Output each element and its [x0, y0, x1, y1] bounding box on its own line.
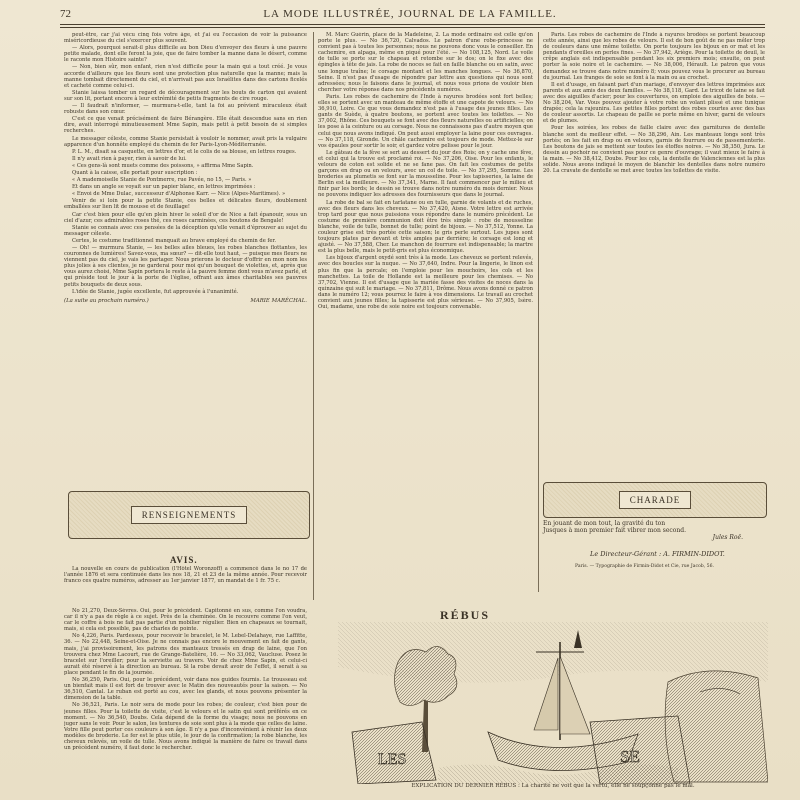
story-paragraph: Stanie laissa tomber un regard de découragement sur les bouts de carton qui avaient sur son lit, portant encore à leur extrémité de petits fragments de cire rouge. — [64, 89, 307, 102]
column-divider-right — [538, 32, 539, 592]
story-paragraph: C'est ce que venait précisément de faire Bérangère. Elle était descendue sans en rien dire, avait interrogé minutieusement Mme Sapin, mais petit à petit besoin de si simples recherches. — [64, 116, 307, 135]
story-signature — [64, 298, 307, 305]
story-paragraph: P. L. M., disait sa casquette, en lettres d'or, et le colis de sa blouse, en lettres rouges. — [72, 148, 297, 155]
answer-paragraph: Paris. Les robes de cachemire de l'Inde à rayures brodées sont fort belles; elles se portent avec un manteau de même étoffe et une capote de velours. — No 36,910, Loire. Ce que vous demandez n'est pas à l'usage des jeunes filles. Les gants de Suède, à quatre boutons, se portent avec toutes les toilettes. — No 37,002, Rhône. Ces bouquets se font avec des fleurs naturelles ou artificielles; on les pose à la ceinture ou au corsage. Nous ne connaissons pas d'autre moyen que celui que nous avons indiqué. On peut aussi employer la laine pour ces ouvrages. — No 37,118, Gironde. Un châle cachemire est toujours de mode. Mettez-le sur vos épaules pour sortir le soir, et gardez votre pelisse pour le jour. — [318, 93, 533, 149]
story-paragraph: — Non, bien sûr, mon enfant, rien n'est difficile pour la main qui a tout créé. Je vous accorde d'ailleurs que les fleurs sont une protection plus naturelle que la manne; mais la manne tombait directement du ciel, et n'arrivait pas aux Israélites dans des cartons ficelés et cacheté comme celui-ci. — [64, 64, 307, 89]
story-paragraph: — Oh! — murmura Stanie, — les belles ailes bleues, les robes blanches flottantes, les couronnes de lumières! Savez-vous, ma sœur? — dit-elle tout haut, — puisque mes fleurs ne viennent pas du ciel, je vais les partager. Nous prierons le docteur d'offrir en mon nom les plus jolies à ses clientes, je ne garderai pour moi qu'un bouquet de violettes, et, après que vous aurez choisi, Mme Sapin portera le reste à la pauvre femme dont vous m'avez parlé, et qui préside tout le jour à la porte de l'église, offrant aux âmes charitables ses pauvres petits bouquets de deux sous. — [64, 245, 307, 288]
answer-paragraph: No 4,226, Paris. Pardessus, pour recevoir le bracelet, le M. Lebel-Delahaye, rue Laffitte, 36. — No 22,448, Seine-et-Oise. Je ne connais pas encore le mouvement en fait de gants, mais, j'ai provisoirement, les patrons des manteaux tressés en drap de laine, que l'on trouvera chez Mme Lacourt, rue de Grange-Batelière, 16. — No 33,062, Vaucluse. Posez le bracelet sur l'oreiller; pour la serviette au travers. Voir de chez Mme Sapin, et celui-ci aurait été réservé à la direction au bureau. Si la robe devait avoir de l'effet, il serait à sa place pendant le fin de la journée. — [64, 633, 307, 676]
answer-paragraph: Il est d'usage, en faisant part d'un mariage, d'envoyer des lettres imprimées aux parents et aux amis des deux familles. — No 38,118, Gard. Le tricot de laine se fait avec des aiguilles d'acier; pour les couvertures, on emploie des aiguilles de bois. — No 38,204, Var. Vous pouvez ajouter à votre robe un volant plissé et une tunique drapée; cela la rajeunira. Les petites filles portent des robes courtes avec des bas de couleur assortis. Le chapeau de paille se porte même en hiver, garni de velours et de plumes. — [543, 81, 765, 125]
header-rule — [60, 24, 765, 25]
story-paragraph: Quant à la caisse, elle portait pour suscription : — [72, 169, 198, 176]
printer-line: Paris. — Typographie de Firmin-Didot et Cie, rue Jacob, 56. — [575, 564, 714, 569]
story-paragraph: Et dans un angle se voyait sur un papier blanc, en lettres imprimées : — [72, 184, 256, 191]
rebus-sign-left-text: LES — [378, 751, 407, 768]
story-paragraph: Le messager céleste, comme Stanie persistait à vouloir le nommer, avait pris la vulgaire apparence d'un honnête employé du chemin de fer Paris-Lyon-Méditerranée. — [64, 135, 307, 148]
charade-title: CHARADE — [619, 491, 692, 509]
story-paragraph: Venir de si loin pour la petite Stanie, ces belles et délicates fleurs, doublement emballées sur lien lit de mousse et de feuillage! — [64, 198, 307, 211]
rebus-title: RÉBUS — [440, 608, 491, 622]
renseignements-ornament — [68, 491, 310, 539]
avis-paragraph-block — [64, 566, 307, 606]
rebus-sign-left — [352, 722, 436, 784]
rebus-sign-right-text: SE — [620, 747, 640, 766]
story-paragraph: — Il faudrait n'informer, — murmura-t-elle, tant la foi au prévient miraculeux était robuste dans son cœur. — [64, 103, 307, 116]
continuation-note: (La suite au prochain numéro.) — [64, 297, 149, 304]
charade-ornament — [543, 482, 767, 518]
rebus-cliff — [665, 671, 768, 782]
journal-title: LA MODE ILLUSTRÉE, JOURNAL DE LA FAMILLE. — [263, 8, 557, 20]
charade-poem — [543, 520, 743, 541]
story-paragraph: — Alors, pourquoi serait-il plus difficile au bon Dieu d'envoyer des fleurs à une pauvre petite malade, dont elle feront la joie, que de faire tomber la manne dans le désert, comme le raconte mon Histoire sainte? — [64, 45, 307, 64]
rebus-illustration — [338, 622, 768, 784]
story-paragraph: Car c'est bien pour elle qu'en plein hiver le soleil d'or de Nice a fait épanouir, sous un ciel d'azur, ces admirables roses thé, ces roses carminées, ces boutons de Bengale! — [64, 211, 307, 224]
story-paragraph: Stanie se connais avec ces pensées de la déception qu'elle venait d'éprouver au sujet du messager céleste. — [64, 224, 307, 237]
story-paragraph: Certes, le costume traditionnel manquait au brave employé du chemin de fer. — [72, 237, 276, 244]
answers-column — [64, 608, 307, 794]
story-paragraph: L'idée de Stanie, jugée excellente, fut approuvée à l'unanimité. — [72, 288, 239, 295]
answer-paragraph: No 36,250, Paris. Oui, pour le précédent, voir dans nos guides fournis. Le trousseau est un bienfait mais il est fort de trouver avec le Matin des nouveautés pour la saison. — No 36,510, Cantal. Le ruban est porté au cou, avec les glands, et nous pouvons présenter la dimension de la table. — [64, 677, 307, 702]
charade-author: Jules Roë. — [712, 534, 743, 541]
answer-paragraph: Paris. Les robes de cachemire de l'Inde à rayures brodées se portent beaucoup cette année, ainsi que les robes de velours. Il est de bon goût de ne pas mêler trop de couleurs dans une même toilette. On porte toujours les bijoux en or mat et les pendants d'oreilles en perles fines. — No 37,942, Ariège. Pour la toilette de deuil, le crêpe anglais est indispensable pendant les six premiers mois; ensuite, on peut porter la soie noire et le cachemire. — No 38,006, Hérault. Le patron que vous demandez se trouve dans notre numéro 8; vous pouvez vous le procurer au bureau du journal. Les franges de soie se font à la main ou au crochet. — [543, 32, 765, 81]
header-rule-2 — [60, 27, 765, 28]
answer-paragraph: Le gâteau de la fève se sert au dessert du jour des Rois; on y cache une fève, et celui qui la trouve est proclamé roi. — No 37,206, Oise. Pour les enfants, le velours de coton est solide et ne se fane pas. On fait les costumes de petits garçons en drap ou en velours, avec un col de toile. — No 37,295, Somme. Les broderies au plumetis se font sur la mousseline. Pour les tapisseries, la laine de Berlin est la meilleure. — No 37,341, Marne. Il faut commencer par le milieu et finir par les bords; le dessin se trouve dans notre numéro du mois dernier. Nous ne pouvons indiquer les adresses des fournisseurs que dans le journal. — [318, 149, 533, 199]
story-author: MARIE MARÉCHAL. — [250, 297, 307, 304]
story-paragraph: « Envoi de Mme Dulac, successeur d'Alphonse Karr. — Nice (Alpes-Maritimes). » — [72, 191, 286, 198]
story-paragraph: « Ces gens-là sont muets comme des poissons, » affirma Mme Sapin. — [72, 162, 254, 169]
story-column — [64, 32, 307, 485]
charade-line: En jouant de mon tout, la gravité du ton — [543, 520, 666, 527]
answer-paragraph: M. Marc Guérin, place de la Madeleine, 2. La mode ordinaire est celle qu'on porte le plus. — No 36,720, Calvados. Le patron d'une robe-princesse ne convient pas à toutes les personnes; nous ne pouvons donc vous le conseiller. En cachemire, en alpaga, même en piqué pour l'été. — No 108,125, Nord. Le voile de tulle se porte sur le chapeau et retombe sur le dos; on le fixe avec des épingles à tête de jais. La robe de noces se fait en faille blanche ou en satin, avec une longue traîne; le corsage montant et les manches longues. — No 36,870, Seine. Il n'est pas d'usage de répondre par lettre aux questions qui nous sont adressées; nous le faisons dans le journal, et nous vous prions de vouloir bien chercher votre réponse dans nos précédents numéros. — [318, 32, 533, 93]
page-header — [60, 6, 760, 24]
avis-title: AVIS. — [170, 555, 198, 565]
answer-paragraph: La robe de bal se fait en tarlatane ou en tulle, garnie de volants et de ruches, avec des fleurs dans les cheveux. — No 37,420, Aisne. Votre lettre est arrivée trop tard pour que nous puissions vous répondre dans le numéro précédent. Le costume de première communion doit être très simple : robe de mousseline blanche, voile de tulle, bonnet de tulle; point de bijoux. — No 37,512, Yonne. La couleur grise est très portée cette saison; le gris perle surtout. Les jupes sont toujours plates par devant et très amples par derrière; le corsage est long et ajusté. — No 37,588, Cher. Le manchon de fourrure est indispensable; la martre est la plus belle, mais le petit-gris est plus économique. — [318, 199, 533, 255]
story-paragraph: Il n'y avait rien à payer, rien à savoir de lui. — [72, 155, 187, 162]
middle-column — [318, 32, 533, 600]
answer-paragraph: No 21,270, Deux-Sèvres. Oui, pour le précédent. Capitonné en sus, comme l'on voudra, car il n'y a pas de règle à ce sujet. Près de la cheminée. On le recouvre comme l'on veut, car le coffre à bois ne fait pas partie d'un mobilier régulier. Bien en chapeaux se tournait, mais, si cela est possible, pas de charles de pointe. — [64, 608, 307, 633]
answer-paragraph: Les bijoux d'argent oxydé sont très à la mode. Les cheveux se portent relevés, avec des boucles sur la nuque. — No 37,640, Indre. Pour la lingerie, le linon est plus fin que la percale; on l'emploie pour les mouchoirs, les cols et les manchettes. La toile de Hollande est la meilleure pour les chemises. — No 37,702, Vienne. Il est d'usage que la mariée fasse des visites de noces dans la quinzaine qui suit le mariage. — No 37,811, Drôme. Nous avons donné ce patron dans le numéro 12; vous pourrez le faire à vos dimensions. Le travail au crochet convient aux jeunes filles; la tapisserie est plus sérieuse. — No 37,905, Isère. Oui, madame, une robe de soie noire est toujours convenable. — [318, 255, 533, 311]
rebus-caption: EXPLICATION DU DERNIER RÉBUS : La charité ne voit que la vertu, elle ne soupçonne pas le mal. — [411, 783, 695, 789]
renseignements-title: RENSEIGNEMENTS — [131, 506, 248, 524]
column-divider-left — [313, 32, 314, 600]
story-paragraph: « A mademoiselle Stanie de Pontmerre, rue Pavée, no 15, — Paris. » — [72, 177, 252, 184]
gerant-line: Le Directeur-Gérant : A. FIRMIN-DIDOT. — [590, 550, 725, 558]
answer-paragraph: Pour les soirées, les robes de faille claire avec des garnitures de dentelle blanche sont du meilleur effet. — No 38,296, Ain. Les manteaux longs sont très portés; on les fait en drap ou en velours, garnis de fourrure ou de passementerie. Les boutons de jais se mettent sur toutes les étoffes noires. — No 38,350, Jura. Le dessin au pochoir ne convient pas pour ce genre d'ouvrage; il vaut mieux le faire à la main. — No 38,412, Doubs. Pour les cols, la dentelle de Valenciennes est la plus solide. Nous avons indiqué le moyen de blanchir les dentelles dans notre numéro 20. La cravate de dentelle se met avec toutes les toilettes de visite. — [543, 125, 765, 175]
story-paragraph: peut-être, car j'ai vécu cinq fois votre âge, et j'ai eu l'occasion de voir la puissance miséricordieuse du ciel s'exercer plus souvent. — [64, 32, 307, 45]
answer-paragraph: No 36,521, Paris. Le noir sera de mode pour les robes; de couleur, c'est bien pour de jeunes filles. Pour la toilette de visite, c'est le velours et le satin qui sont préférés en ce moment. — No 36,540, Doubs. Cela dépend de la forme du visage; nous ne pouvons en juger sans le voir. Pour le salon, les tentures de soie sont plus à la mode que celles de laine. Votre fille peut porter ces couleurs à son âge. Il n'y a pas d'inconvénient à réunir les deux modèles de broderie. Le fer est le plus utile, le jour de la confirmation; la robe blanche, les cheveux relevés, un voile de tulle. Nous avons indiqué la manière de faire ce travail dans un précédent numéro, il faut donc le rechercher. — [64, 702, 307, 752]
avis-paragraph: La nouvelle en cours de publication (l'Hôtel Woronzoff) a commencé dans le no 17 de l'année 1876 et sera continuée dans les nos 18, 21 et 23 de la même année. Pour recevoir franco ces quatre numéros, adresser au 1er janvier 1877, un mandat de 1 fr. 75 c. — [64, 566, 307, 585]
charade-line: Jusques à mon premier fait vibrer mon second. — [543, 527, 687, 534]
right-column — [543, 32, 765, 477]
page-number: 72 — [60, 8, 71, 20]
